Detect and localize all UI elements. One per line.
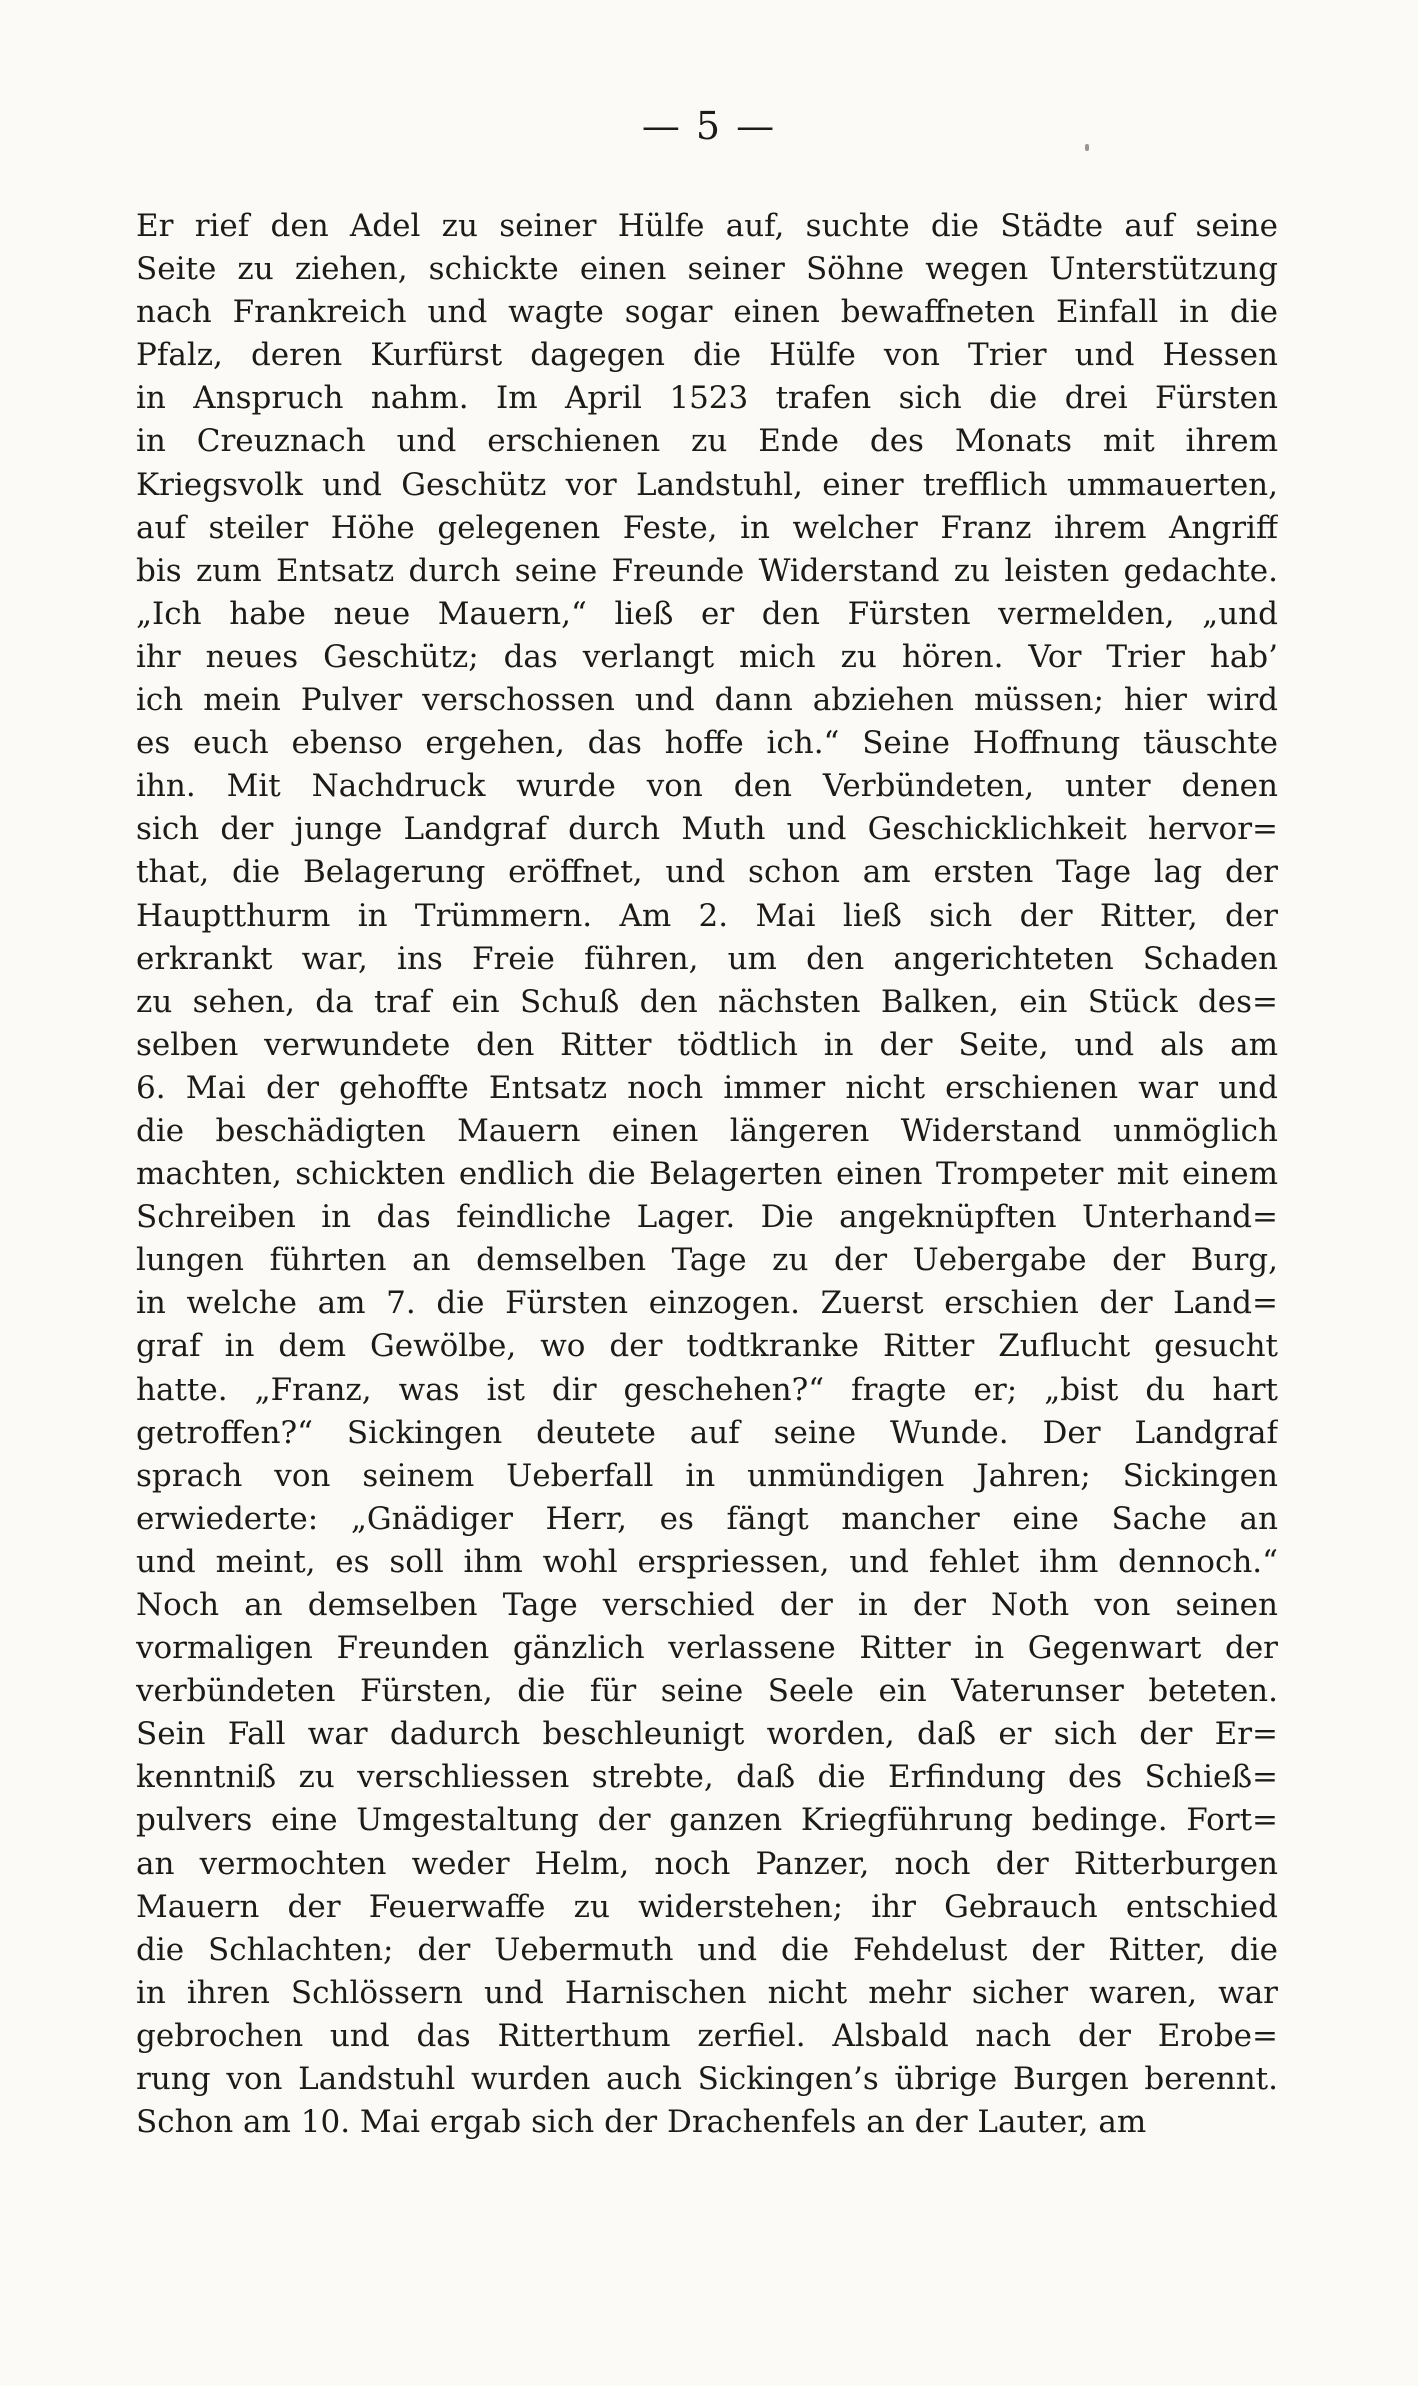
page-number: — 5 — (641, 104, 777, 148)
text-line: kenntniß zu verschliessen strebte, daß die Erfindung des Schieß= (136, 1759, 1278, 1796)
text-line: lungen führten an demselben Tage zu der Uebergabe der Burg, (136, 1242, 1278, 1279)
text-line: nach Frankreich und wagte sogar einen bewaffneten Einfall in die (136, 294, 1278, 331)
text-line: pulvers eine Umgestaltung der ganzen Kriegführung bedinge. Fort= (136, 1802, 1278, 1839)
text-line: bis zum Entsatz durch seine Freunde Widerstand zu leisten gedachte. (136, 552, 1278, 589)
text-line: es euch ebenso ergehen, das hoffe ich.“ Seine Hoffnung täuschte (136, 725, 1278, 762)
text-line: in welche am 7. die Fürsten einzogen. Zuerst erschien der Land= (136, 1285, 1278, 1322)
text-line: that, die Belagerung eröffnet, und schon am ersten Tage lag der (136, 854, 1278, 891)
text-line: gebrochen und das Ritterthum zerfiel. Alsbald nach der Erobe= (136, 2017, 1278, 2054)
text-line: Seite zu ziehen, schickte einen seiner Söhne wegen Unterstützung (136, 251, 1278, 288)
text-line: erwiederte: „Gnädiger Herr, es fängt mancher eine Sache an (136, 1500, 1278, 1537)
text-line: ihr neues Geschütz; das verlangt mich zu hören. Vor Trier hab’ (136, 638, 1278, 675)
text-line: und meint, es soll ihm wohl erspriessen, und fehlet ihm dennoch.“ (136, 1543, 1278, 1580)
text-line: getroffen?“ Sickingen deutete auf seine Wunde. Der Landgraf (136, 1414, 1278, 1451)
text-line: rung von Landstuhl wurden auch Sickingen’s übrige Burgen berennt. (136, 2061, 1278, 2098)
text-line: Kriegsvolk und Geschütz vor Landstuhl, einer trefflich ummauerten, (136, 466, 1278, 503)
text-line: Schreiben in das feindliche Lager. Die angeknüpften Unterhand= (136, 1199, 1278, 1236)
text-line: selben verwundete den Ritter tödtlich in der Seite, und als am (136, 1026, 1278, 1063)
text-line: sprach von seinem Ueberfall in unmündigen Jahren; Sickingen (136, 1457, 1278, 1494)
paper-speck (1085, 144, 1089, 151)
text-line: auf steiler Höhe gelegenen Feste, in welcher Franz ihrem Angriff (136, 509, 1278, 546)
text-line: Pfalz, deren Kurfürst dagegen die Hülfe von Trier und Hessen (136, 337, 1278, 374)
text-line: machten, schickten endlich die Belagerten einen Trompeter mit einem (136, 1156, 1278, 1193)
text-line: 6. Mai der gehoffte Entsatz noch immer nicht erschienen war und (136, 1069, 1278, 1106)
text-line: zu sehen, da traf ein Schuß den nächsten Balken, ein Stück des= (136, 983, 1278, 1020)
text-line: ihn. Mit Nachdruck wurde von den Verbündeten, unter denen (136, 768, 1278, 805)
text-line: Sein Fall war dadurch beschleunigt worden, daß er sich der Er= (136, 1716, 1278, 1753)
text-line: in ihren Schlössern und Harnischen nicht mehr sicher waren, war (136, 1974, 1278, 2011)
text-line: Mauern der Feuerwaffe zu widerstehen; ihr Gebrauch entschied (136, 1888, 1278, 1925)
text-line: Schon am 10. Mai ergab sich der Drachenfels an der Lauter, am (136, 2104, 1147, 2141)
text-line: Hauptthurm in Trümmern. Am 2. Mai ließ sich der Ritter, der (136, 897, 1278, 934)
text-line: vormaligen Freunden gänzlich verlassene Ritter in Gegenwart der (136, 1630, 1278, 1667)
text-line: Er rief den Adel zu seiner Hülfe auf, suchte die Städte auf seine (136, 208, 1278, 244)
text-line: hatte. „Franz, was ist dir geschehen?“ fragte er; „bist du hart (136, 1371, 1278, 1408)
text-line: ich mein Pulver verschossen und dann abziehen müssen; hier wird (136, 682, 1278, 719)
text-line: erkrankt war, ins Freie führen, um den angerichteten Schaden (136, 940, 1278, 977)
text-line: Noch an demselben Tage verschied der in der Noth von seinen (136, 1587, 1278, 1623)
body-text (136, 205, 1278, 2144)
text-line: an vermochten weder Helm, noch Panzer, noch der Ritterburgen (136, 1845, 1278, 1882)
text-line: die beschädigten Mauern einen längeren Widerstand unmöglich (136, 1112, 1278, 1149)
text-line: in Anspruch nahm. Im April 1523 trafen sich die drei Fürsten (136, 380, 1278, 417)
text-line: „Ich habe neue Mauern,“ ließ er den Fürsten vermelden, „und (136, 595, 1278, 632)
text-line: sich der junge Landgraf durch Muth und Geschicklichkeit hervor= (136, 811, 1278, 848)
text-line: die Schlachten; der Uebermuth und die Fehdelust der Ritter, die (136, 1931, 1278, 1968)
text-line: in Creuznach und erschienen zu Ende des Monats mit ihrem (136, 423, 1278, 460)
text-line: graf in dem Gewölbe, wo der todtkranke Ritter Zuflucht gesucht (136, 1328, 1278, 1365)
text-line: verbündeten Fürsten, die für seine Seele ein Vaterunser beteten. (136, 1673, 1278, 1710)
